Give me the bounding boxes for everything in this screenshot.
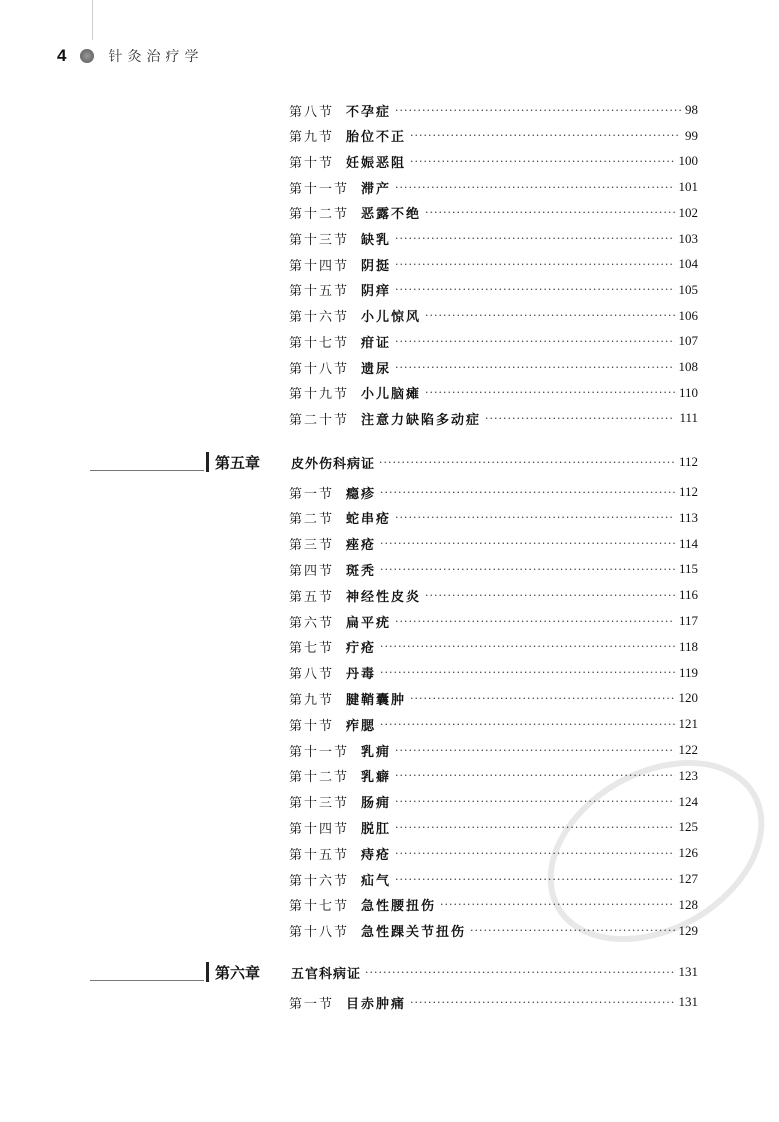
leader-dots <box>425 206 674 219</box>
leader-dots <box>395 821 674 834</box>
section-label: 第八节 <box>289 104 335 120</box>
section-page: 124 <box>678 793 698 809</box>
leader-dots <box>395 615 675 628</box>
section-entry[interactable] <box>289 584 698 606</box>
section-title: 缺乳 <box>361 233 392 248</box>
section-entry[interactable] <box>289 558 698 580</box>
section-entry[interactable] <box>289 507 698 529</box>
section-title: 注意力缺陷多动症 <box>361 412 482 428</box>
section-entry[interactable] <box>289 662 698 684</box>
section-label: 第一节 <box>289 996 335 1012</box>
running-header <box>57 46 203 66</box>
section-page: 128 <box>678 896 698 912</box>
section-title: 蛇串疮 <box>346 512 392 528</box>
section-entry[interactable] <box>289 842 698 864</box>
section-title: 阴挺 <box>361 258 392 274</box>
section-entry[interactable] <box>289 202 698 224</box>
section-label: 第十六节 <box>289 873 350 889</box>
leader-dots <box>395 232 674 245</box>
section-entry[interactable] <box>289 176 698 198</box>
section-title: 阴痒 <box>361 284 392 300</box>
section-label: 第十九节 <box>289 387 350 403</box>
leader-dots <box>395 511 675 524</box>
section-label: 第十八节 <box>289 925 350 941</box>
section-label: 第九节 <box>289 130 335 146</box>
section-entry[interactable] <box>289 407 698 429</box>
section-label: 第十二节 <box>289 207 350 223</box>
section-label: 第八节 <box>289 667 335 683</box>
chapter-entry[interactable] <box>90 450 698 474</box>
section-entry[interactable] <box>289 253 698 275</box>
section-page: 101 <box>678 179 698 195</box>
section-entry[interactable] <box>289 150 698 172</box>
section-title: 遗尿 <box>361 361 392 377</box>
leader-dots <box>380 640 675 653</box>
section-entry[interactable] <box>289 305 698 327</box>
section-page: 100 <box>678 153 698 169</box>
section-title: 乳癖 <box>361 770 392 786</box>
leader-dots <box>395 847 674 860</box>
leader-dots <box>425 386 675 399</box>
leader-dots <box>410 129 681 142</box>
section-entry[interactable] <box>289 533 698 555</box>
section-title: 痤疮 <box>346 538 377 554</box>
leader-dots <box>410 692 674 705</box>
section-title: 痔疮 <box>361 847 392 863</box>
section-label: 第十节 <box>289 718 335 734</box>
section-entry[interactable] <box>289 125 698 147</box>
leader-dots <box>395 181 674 194</box>
chapter-entry[interactable] <box>90 960 698 984</box>
section-label: 第四节 <box>289 563 335 579</box>
section-label: 第六节 <box>289 615 335 631</box>
section-label: 第十一节 <box>289 744 350 760</box>
section-page: 121 <box>678 716 698 732</box>
chapter-page: 112 <box>678 454 698 469</box>
section-title: 痄腮 <box>346 718 377 734</box>
section-entry[interactable] <box>289 816 698 838</box>
section-label: 第三节 <box>289 538 335 554</box>
section-title: 胎位不正 <box>346 130 407 146</box>
section-label: 第十五节 <box>289 847 350 863</box>
section-page: 118 <box>678 638 698 654</box>
leader-dots <box>485 412 675 425</box>
section-page: 98 <box>685 102 698 117</box>
ornament-icon <box>80 49 94 63</box>
chapter-label: 第六章 <box>215 963 261 982</box>
section-page: 104 <box>678 256 698 272</box>
section-label: 第十节 <box>289 155 335 171</box>
section-label: 第十四节 <box>289 821 350 837</box>
section-title: 神经性皮炎 <box>346 589 422 605</box>
section-page: 112 <box>678 484 698 499</box>
section-title: 小儿脑瘫 <box>361 387 422 403</box>
section-page: 103 <box>678 230 698 246</box>
leader-dots <box>395 744 674 757</box>
section-entry[interactable] <box>289 356 698 378</box>
book-title: 针灸治疗学 <box>108 49 204 65</box>
section-page: 125 <box>678 819 698 835</box>
section-entry[interactable] <box>289 868 698 890</box>
section-title: 丹毒 <box>346 667 377 683</box>
section-entry[interactable] <box>289 687 698 709</box>
chapter-rule <box>90 980 204 981</box>
section-title: 疳证 <box>361 335 392 351</box>
section-entry[interactable] <box>289 330 698 352</box>
section-entry[interactable] <box>289 894 698 916</box>
section-page: 102 <box>678 204 698 220</box>
leader-dots <box>395 258 674 271</box>
section-entry[interactable] <box>289 610 698 632</box>
section-title: 疔疮 <box>346 641 377 657</box>
section-page: 123 <box>678 767 698 783</box>
section-entry[interactable] <box>289 481 698 503</box>
section-title: 脱肛 <box>361 821 392 837</box>
chapter-title: 五官科病证 <box>291 966 362 982</box>
section-title: 疝气 <box>361 873 392 889</box>
leader-dots <box>440 898 674 911</box>
leader-dots <box>395 361 674 374</box>
section-page: 129 <box>678 922 698 938</box>
leader-dots <box>470 924 674 937</box>
section-page: 99 <box>685 127 698 143</box>
section-entry[interactable] <box>289 636 698 658</box>
section-entry[interactable] <box>289 991 698 1013</box>
section-entry[interactable] <box>289 920 698 942</box>
section-page: 116 <box>678 587 698 603</box>
leader-dots <box>380 486 675 499</box>
section-page: 120 <box>678 690 698 706</box>
section-title: 恶露不绝 <box>361 207 422 223</box>
section-entry[interactable] <box>289 713 698 735</box>
section-entry[interactable] <box>289 765 698 787</box>
leader-dots <box>410 155 674 168</box>
section-label: 第五节 <box>289 589 335 605</box>
section-label: 第十一节 <box>289 181 350 197</box>
section-title: 妊娠恶阻 <box>346 155 407 171</box>
section-page: 117 <box>678 613 698 628</box>
section-label: 第十六节 <box>289 310 350 326</box>
leader-dots <box>380 718 674 731</box>
section-page: 127 <box>678 871 698 886</box>
page-number: 4 <box>57 46 67 65</box>
section-label: 第十五节 <box>289 284 350 300</box>
section-entry[interactable] <box>289 791 698 813</box>
section-page: 131 <box>678 994 698 1009</box>
chapter-label: 第五章 <box>215 453 261 472</box>
section-page: 110 <box>678 384 698 400</box>
chapter-bar <box>206 452 209 472</box>
section-label: 第十三节 <box>289 233 350 248</box>
section-title: 扁平疣 <box>346 615 392 631</box>
leader-dots <box>395 873 674 886</box>
section-title: 急性腰扭伤 <box>361 899 437 915</box>
section-title: 小儿惊风 <box>361 310 422 326</box>
section-title: 滞产 <box>361 181 392 197</box>
section-title: 不孕症 <box>346 104 392 120</box>
leader-dots <box>395 283 674 296</box>
section-label: 第十二节 <box>289 770 350 786</box>
section-page: 108 <box>678 359 698 374</box>
chapter-bar <box>206 962 209 982</box>
leader-dots <box>380 666 675 679</box>
section-entry[interactable] <box>289 382 698 404</box>
leader-dots <box>410 996 674 1009</box>
leader-dots <box>395 335 674 348</box>
leader-dots <box>425 589 675 602</box>
section-label: 第十三节 <box>289 796 350 812</box>
section-entry[interactable] <box>289 739 698 761</box>
section-title: 斑秃 <box>346 563 377 579</box>
section-entry[interactable] <box>289 279 698 301</box>
chapter-page: 131 <box>678 964 698 979</box>
section-title: 急性踝关节扭伤 <box>361 925 467 941</box>
section-page: 122 <box>678 742 698 757</box>
section-label: 第十七节 <box>289 335 350 351</box>
section-label: 第九节 <box>289 692 335 708</box>
section-page: 111 <box>679 410 698 426</box>
leader-dots <box>425 309 674 322</box>
section-entry[interactable] <box>289 99 698 121</box>
section-page: 126 <box>678 845 698 861</box>
section-label: 第七节 <box>289 641 335 657</box>
section-label: 第二十节 <box>289 412 350 428</box>
section-page: 107 <box>678 333 698 349</box>
section-label: 第一节 <box>289 486 335 502</box>
leader-dots <box>380 563 675 576</box>
section-page: 105 <box>678 281 698 297</box>
header-rule <box>92 0 93 40</box>
section-label: 第十七节 <box>289 899 350 915</box>
section-title: 瘾疹 <box>346 486 377 502</box>
section-page: 114 <box>678 535 698 551</box>
leader-dots <box>395 795 674 808</box>
section-page: 113 <box>678 509 698 525</box>
leader-dots <box>395 104 681 117</box>
section-title: 肠痈 <box>361 796 392 812</box>
section-title: 腱鞘囊肿 <box>346 692 407 708</box>
section-page: 119 <box>678 664 698 680</box>
leader-dots <box>365 966 674 979</box>
section-label: 第二节 <box>289 512 335 528</box>
chapter-rule <box>90 470 204 471</box>
leader-dots <box>379 456 675 469</box>
section-entry[interactable] <box>289 228 698 250</box>
section-page: 115 <box>678 561 698 577</box>
chapter-title: 皮外伤科病证 <box>291 456 376 472</box>
leader-dots <box>380 537 675 550</box>
section-title: 目赤肿痛 <box>346 996 407 1012</box>
section-label: 第十四节 <box>289 258 350 274</box>
section-label: 第十八节 <box>289 361 350 377</box>
section-title: 乳痈 <box>361 744 392 760</box>
leader-dots <box>395 769 674 782</box>
section-page: 106 <box>678 307 698 323</box>
